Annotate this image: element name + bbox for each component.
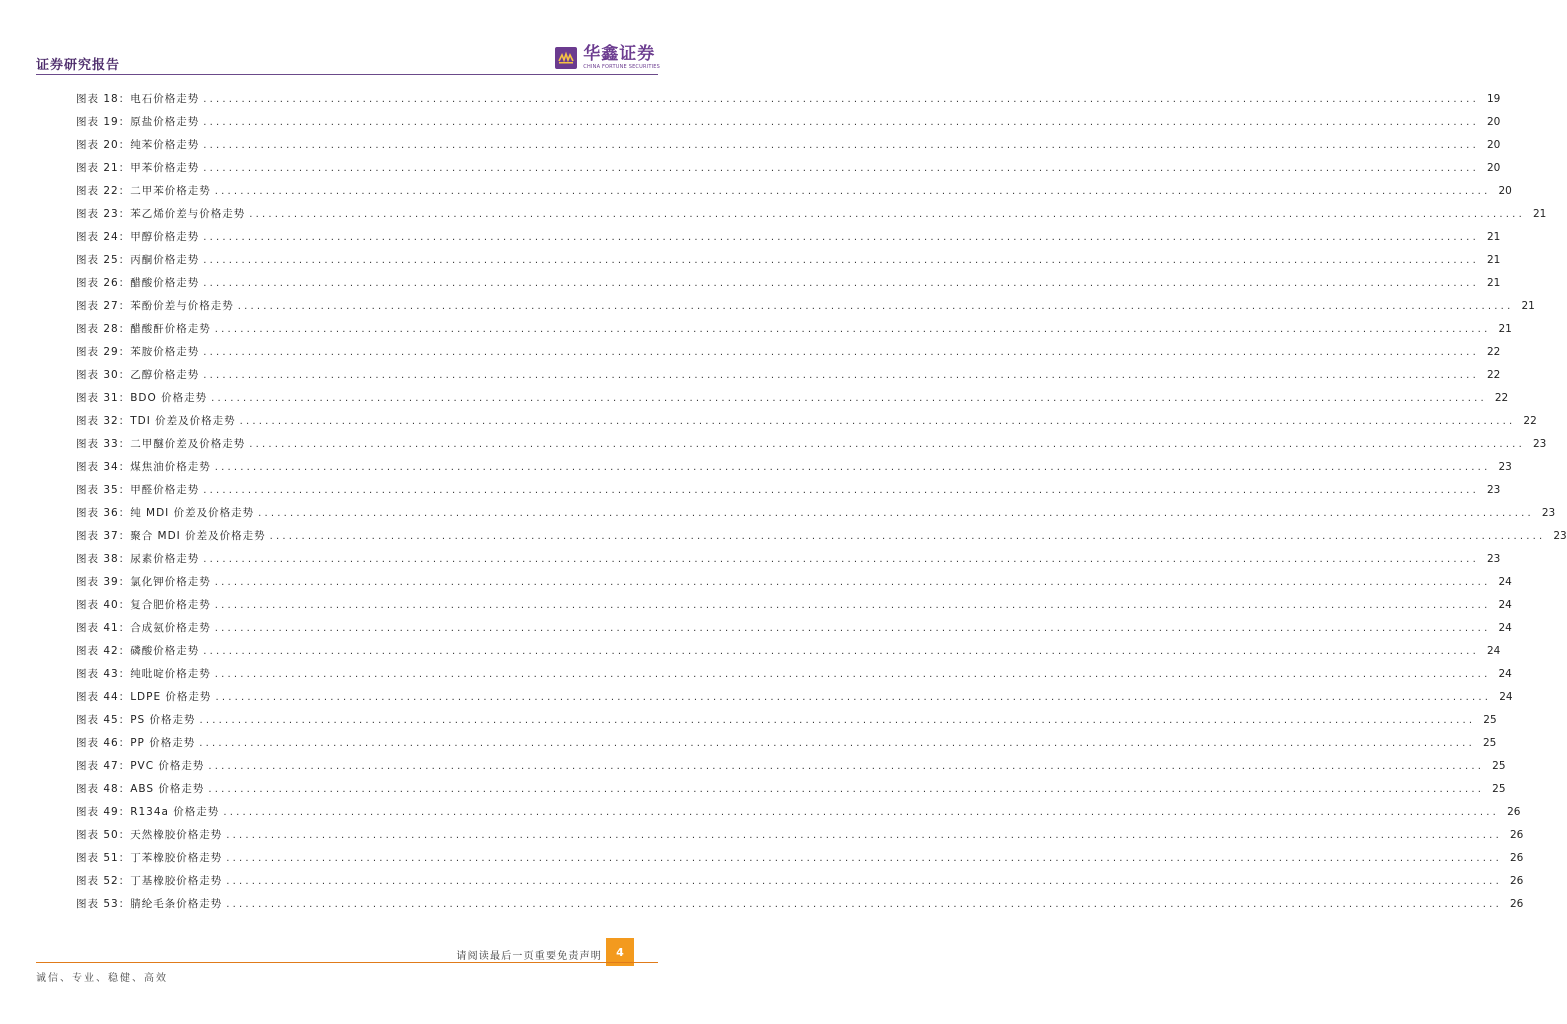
toc-entry-page: 26 — [1509, 898, 1524, 910]
toc-entry-label: 图表 45：PS 价格走势 — [76, 714, 196, 726]
toc-entry[interactable] — [76, 413, 1537, 436]
toc-entry-label: 图表 28：醋酸酐价格走势 — [76, 323, 211, 335]
toc-entry[interactable] — [76, 896, 1524, 919]
toc-entry[interactable] — [76, 643, 1501, 666]
toc-entry[interactable] — [76, 206, 1547, 229]
toc-entry-label: 图表 48：ABS 价格走势 — [76, 783, 205, 795]
toc-entry-page: 26 — [1507, 806, 1521, 818]
toc-entry[interactable] — [76, 873, 1524, 896]
toc-entry[interactable] — [76, 114, 1501, 137]
toc-entry-page: 22 — [1486, 346, 1501, 358]
toc-entry-label: 图表 47：PVC 价格走势 — [76, 760, 205, 772]
brand-logo — [555, 46, 660, 70]
disclaimer-note: 请阅读最后一页重要免责声明 — [456, 951, 602, 962]
toc-dot-leader: ........................................................................................................................................................................................................ — [203, 117, 1479, 128]
toc-entry-page: 23 — [1541, 507, 1556, 519]
toc-dot-leader: ........................................................................................................................................................................................................ — [226, 899, 1502, 910]
toc-entry[interactable] — [76, 436, 1547, 459]
toc-entry-label: 图表 51：丁苯橡胶价格走势 — [76, 852, 223, 864]
toc-entry-label: 图表 41：合成氨价格走势 — [76, 622, 211, 634]
toc-dot-leader: ........................................................................................................................................................................................................ — [211, 393, 1487, 404]
toc-entry-label: 图表 35：甲醛价格走势 — [76, 484, 200, 496]
toc-entry[interactable] — [76, 183, 1512, 206]
toc-dot-leader: ........................................................................................................................................................................................................ — [203, 485, 1479, 496]
toc-entry-label: 图表 29：苯胺价格走势 — [76, 346, 200, 358]
toc-entry-page: 24 — [1499, 691, 1513, 703]
toc-entry-label: 图表 38：尿素价格走势 — [76, 553, 200, 565]
toc-entry-page: 22 — [1523, 415, 1537, 427]
toc-dot-leader: ........................................................................................................................................................................................................ — [203, 347, 1479, 358]
toc-entry-label: 图表 50：天然橡胶价格走势 — [76, 829, 223, 841]
toc-entry[interactable] — [76, 712, 1497, 735]
toc-entry-page: 20 — [1498, 185, 1512, 197]
footer-divider — [36, 962, 658, 963]
toc-entry[interactable] — [76, 298, 1535, 321]
toc-entry[interactable] — [76, 252, 1501, 275]
toc-entry[interactable] — [76, 160, 1501, 183]
toc-dot-leader: ........................................................................................................................................................................................................ — [203, 278, 1479, 289]
toc-entry-page: 23 — [1486, 484, 1501, 496]
toc-entry[interactable] — [76, 390, 1509, 413]
toc-entry-page: 25 — [1492, 783, 1506, 795]
toc-entry-page: 26 — [1509, 852, 1524, 864]
toc-dot-leader: ........................................................................................................................................................................................................ — [203, 163, 1479, 174]
toc-entry-label: 图表 19：原盐价格走势 — [76, 116, 200, 128]
toc-dot-leader: ........................................................................................................................................................................................................ — [214, 577, 1491, 588]
toc-entry[interactable] — [76, 689, 1513, 712]
toc-dot-leader: ........................................................................................................................................................................................................ — [226, 853, 1502, 864]
toc-entry-label: 图表 23：苯乙烯价差与价格走势 — [76, 208, 246, 220]
toc-entry[interactable] — [76, 758, 1506, 781]
toc-entry[interactable] — [76, 321, 1512, 344]
toc-entry-label: 图表 20：纯苯价格走势 — [76, 139, 200, 151]
toc-entry-label: 图表 26：醋酸价格走势 — [76, 277, 200, 289]
toc-entry[interactable] — [76, 229, 1501, 252]
toc-dot-leader: ........................................................................................................................................................................................................ — [214, 623, 1491, 634]
toc-entry[interactable] — [76, 482, 1501, 505]
logo-english-text: CHINA FORTUNE SECURITIES — [583, 64, 660, 70]
toc-entry-label: 图表 25：丙酮价格走势 — [76, 254, 200, 266]
toc-entry[interactable] — [76, 735, 1497, 758]
toc-entry-page: 21 — [1486, 254, 1501, 266]
toc-dot-leader: ........................................................................................................................................................................................................ — [203, 370, 1479, 381]
toc-dot-leader: ........................................................................................................................................................................................................ — [249, 439, 1525, 450]
toc-entry-page: 25 — [1482, 737, 1497, 749]
toc-dot-leader: ........................................................................................................................................................................................................ — [269, 531, 1546, 542]
toc-dot-leader: ........................................................................................................................................................................................................ — [214, 669, 1491, 680]
toc-entry-label: 图表 34：煤焦油价格走势 — [76, 461, 211, 473]
toc-dot-leader: ........................................................................................................................................................................................................ — [208, 784, 1485, 795]
toc-entry-page: 20 — [1486, 162, 1501, 174]
toc-dot-leader: ........................................................................................................................................................................................................ — [226, 876, 1502, 887]
toc-dot-leader: ........................................................................................................................................................................................................ — [226, 830, 1502, 841]
toc-entry-label: 图表 39：氯化钾价格走势 — [76, 576, 211, 588]
toc-entry-page: 22 — [1494, 392, 1509, 404]
toc-entry-page: 21 — [1486, 231, 1501, 243]
toc-entry-label: 图表 32：TDI 价差及价格走势 — [76, 415, 236, 427]
toc-entry[interactable] — [76, 597, 1512, 620]
header-divider — [36, 74, 658, 75]
toc-entry-label: 图表 42：磷酸价格走势 — [76, 645, 200, 657]
logo-mark-icon — [555, 47, 577, 69]
toc-dot-leader: ........................................................................................................................................................................................................ — [214, 324, 1491, 335]
toc-entry-label: 图表 30：乙醇价格走势 — [76, 369, 200, 381]
company-slogan: 诚信、专业、稳健、高效 — [36, 973, 168, 984]
toc-entry-label: 图表 37：聚合 MDI 价差及价格走势 — [76, 530, 266, 542]
toc-entry-page: 23 — [1532, 438, 1547, 450]
toc-entry[interactable] — [76, 275, 1501, 298]
toc-entry[interactable] — [76, 850, 1524, 873]
toc-dot-leader: ........................................................................................................................................................................................................ — [223, 807, 1500, 818]
toc-entry[interactable] — [76, 528, 1567, 551]
page-header — [36, 44, 660, 76]
toc-entry-page: 26 — [1509, 875, 1524, 887]
toc-entry-page: 24 — [1498, 599, 1512, 611]
figure-index-list — [76, 91, 1567, 919]
toc-dot-leader: ........................................................................................................................................................................................................ — [214, 462, 1491, 473]
toc-dot-leader: ........................................................................................................................................................................................................ — [215, 692, 1492, 703]
toc-entry-label: 图表 27：苯酚价差与价格走势 — [76, 300, 234, 312]
logo-chinese-text: 华鑫证券 — [583, 44, 656, 64]
toc-dot-leader: ........................................................................................................................................................................................................ — [237, 301, 1514, 312]
toc-entry[interactable] — [76, 367, 1501, 390]
toc-entry-label: 图表 49：R134a 价格走势 — [76, 806, 220, 818]
toc-dot-leader: ........................................................................................................................................................................................................ — [203, 140, 1479, 151]
toc-dot-leader: ........................................................................................................................................................................................................ — [203, 554, 1479, 565]
toc-dot-leader: ........................................................................................................................................................................................................ — [258, 508, 1534, 519]
toc-entry[interactable] — [76, 91, 1501, 114]
toc-entry-label: 图表 52：丁基橡胶价格走势 — [76, 875, 223, 887]
toc-entry[interactable] — [76, 574, 1512, 597]
toc-entry-page: 26 — [1509, 829, 1524, 841]
toc-entry-label: 图表 53：腈纶毛条价格走势 — [76, 898, 223, 910]
toc-entry-label: 图表 33：二甲醚价差及价格走势 — [76, 438, 246, 450]
toc-entry[interactable] — [76, 551, 1501, 574]
toc-entry-page: 21 — [1532, 208, 1547, 220]
toc-entry-page: 20 — [1486, 116, 1501, 128]
toc-entry-label: 图表 21：甲苯价格走势 — [76, 162, 200, 174]
toc-dot-leader: ........................................................................................................................................................................................................ — [203, 255, 1479, 266]
toc-entry-label: 图表 22：二甲苯价格走势 — [76, 185, 211, 197]
toc-entry-page: 21 — [1521, 300, 1535, 312]
toc-entry-page: 24 — [1498, 668, 1512, 680]
report-type-label: 证券研究报告 — [36, 58, 121, 73]
toc-entry-page: 19 — [1486, 93, 1501, 105]
toc-entry-page: 21 — [1486, 277, 1501, 289]
toc-dot-leader: ........................................................................................................................................................................................................ — [203, 94, 1479, 105]
toc-entry[interactable] — [76, 344, 1501, 367]
toc-entry-label: 图表 36：纯 MDI 价差及价格走势 — [76, 507, 255, 519]
toc-entry-label: 图表 43：纯吡啶价格走势 — [76, 668, 211, 680]
toc-entry[interactable] — [76, 137, 1501, 160]
toc-dot-leader: ........................................................................................................................................................................................................ — [203, 232, 1479, 243]
toc-entry[interactable] — [76, 804, 1521, 827]
toc-entry-page: 25 — [1483, 714, 1497, 726]
toc-dot-leader: ........................................................................................................................................................................................................ — [249, 209, 1525, 220]
toc-dot-leader: ........................................................................................................................................................................................................ — [239, 416, 1516, 427]
toc-entry[interactable] — [76, 620, 1512, 643]
toc-entry[interactable] — [76, 459, 1512, 482]
toc-entry-label: 图表 31：BDO 价格走势 — [76, 392, 208, 404]
toc-entry-label: 图表 46：PP 价格走势 — [76, 737, 196, 749]
toc-dot-leader: ........................................................................................................................................................................................................ — [203, 646, 1479, 657]
toc-entry[interactable] — [76, 781, 1506, 804]
toc-dot-leader: ........................................................................................................................................................................................................ — [199, 715, 1476, 726]
toc-entry[interactable] — [76, 505, 1556, 528]
toc-entry-page: 23 — [1486, 553, 1501, 565]
toc-dot-leader: ........................................................................................................................................................................................................ — [214, 600, 1491, 611]
toc-entry-page: 20 — [1486, 139, 1501, 151]
toc-entry-label: 图表 24：甲醇价格走势 — [76, 231, 200, 243]
toc-dot-leader: ........................................................................................................................................................................................................ — [208, 761, 1485, 772]
toc-entry-page: 25 — [1492, 760, 1506, 772]
toc-entry-label: 图表 44：LDPE 价格走势 — [76, 691, 212, 703]
toc-entry-page: 24 — [1498, 622, 1512, 634]
toc-entry-label: 图表 18：电石价格走势 — [76, 93, 200, 105]
toc-dot-leader: ........................................................................................................................................................................................................ — [214, 186, 1491, 197]
toc-entry-page: 23 — [1553, 530, 1567, 542]
toc-entry[interactable] — [76, 827, 1524, 850]
toc-dot-leader: ........................................................................................................................................................................................................ — [199, 738, 1475, 749]
toc-entry-page: 23 — [1498, 461, 1512, 473]
toc-entry-page: 22 — [1486, 369, 1501, 381]
toc-entry-page: 24 — [1486, 645, 1501, 657]
toc-entry-label: 图表 40：复合肥价格走势 — [76, 599, 211, 611]
toc-entry[interactable] — [76, 666, 1512, 689]
page-number-badge: 4 — [606, 938, 634, 966]
toc-entry-page: 24 — [1498, 576, 1512, 588]
toc-entry-page: 21 — [1498, 323, 1512, 335]
